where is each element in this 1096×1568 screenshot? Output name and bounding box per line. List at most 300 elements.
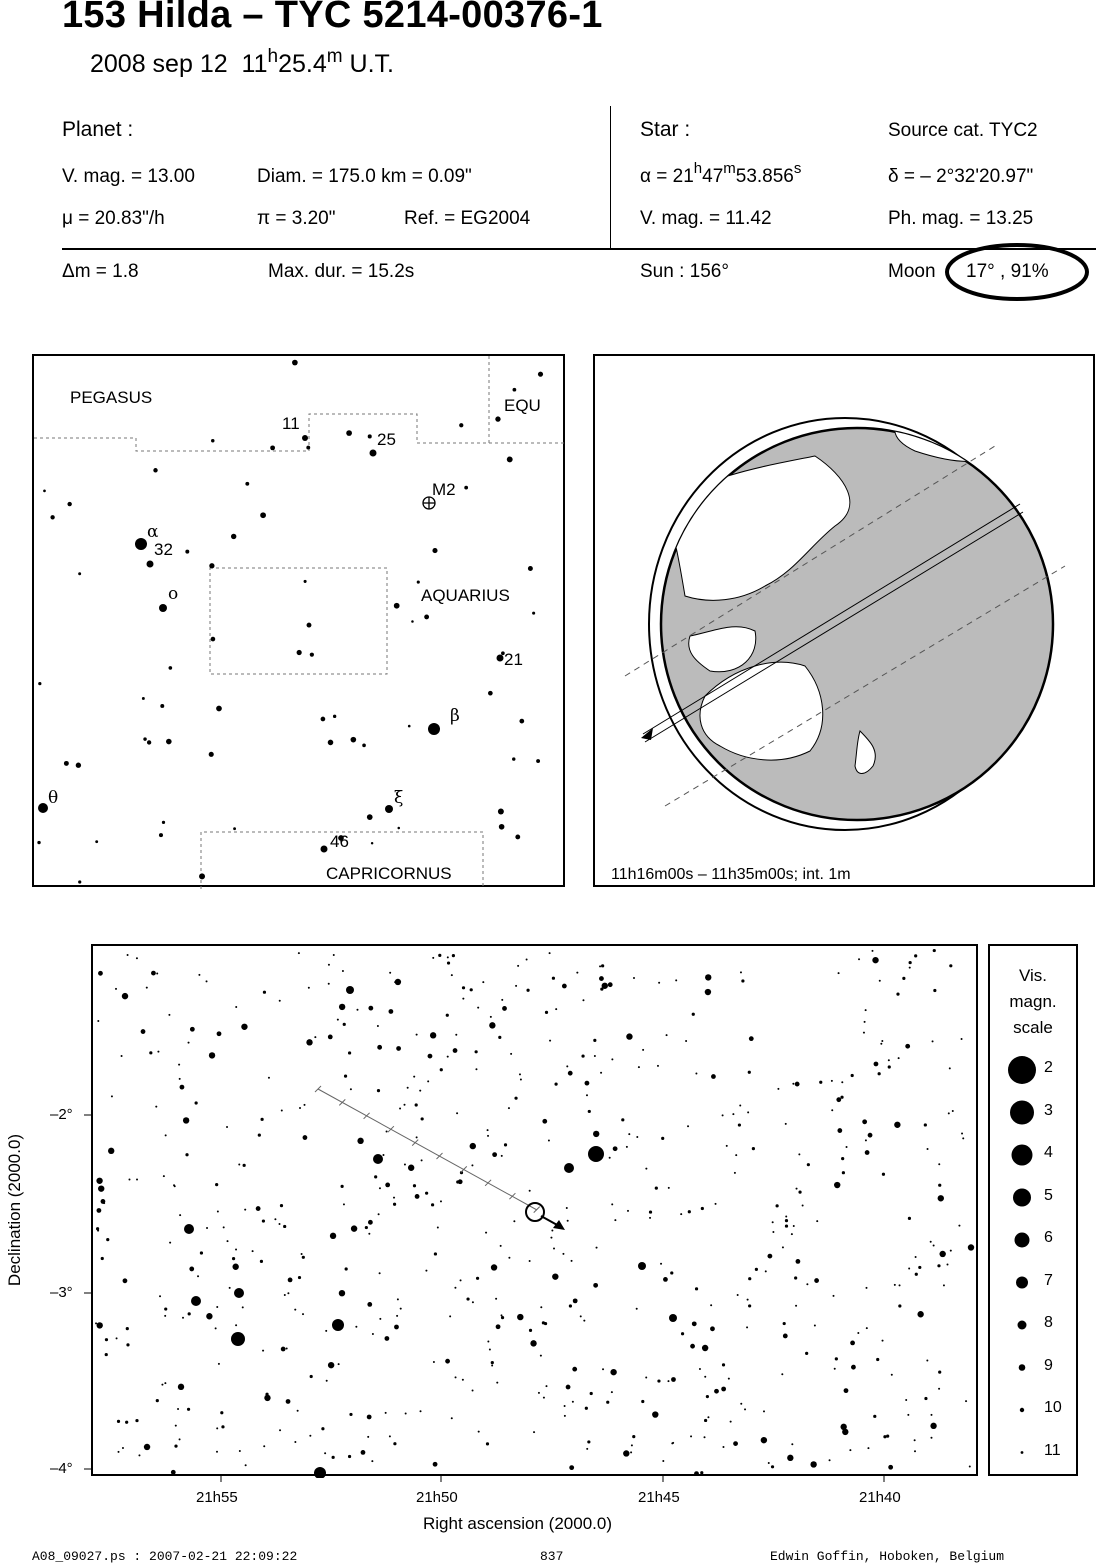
field-star <box>962 1137 964 1139</box>
field-star <box>795 1305 797 1307</box>
field-star <box>763 1410 765 1412</box>
field-star <box>552 977 555 980</box>
field-star <box>816 1220 818 1222</box>
field-star <box>876 1358 879 1361</box>
star-declination: δ = – 2°32'20.97" <box>888 166 1034 187</box>
field-star <box>662 1460 664 1462</box>
field-star <box>715 1203 717 1205</box>
finder-star <box>147 561 154 568</box>
field-star <box>178 1384 184 1390</box>
field-star <box>431 1203 434 1206</box>
field-star <box>223 1226 225 1228</box>
info-divider-vertical <box>610 106 611 248</box>
field-star <box>807 1163 810 1166</box>
star-label-omicron: ο <box>168 584 179 604</box>
field-star <box>243 1164 246 1167</box>
constellation-pegasus: PEGASUS <box>70 388 153 407</box>
field-star <box>342 970 344 972</box>
field-star <box>831 1109 833 1111</box>
field-star <box>258 1134 261 1137</box>
finder-star <box>292 360 298 366</box>
field-star <box>447 1056 449 1058</box>
finder-star <box>464 486 468 490</box>
finder-star <box>37 841 40 844</box>
field-star <box>702 1345 708 1351</box>
field-star <box>191 1296 201 1306</box>
field-star <box>747 1299 749 1301</box>
field-star <box>195 1101 198 1104</box>
field-star <box>174 1444 177 1447</box>
field-star <box>367 1415 372 1420</box>
field-star <box>379 1318 381 1320</box>
field-star <box>840 1096 843 1099</box>
field-star <box>408 1165 414 1171</box>
field-star <box>785 1219 788 1222</box>
field-star <box>432 957 434 959</box>
field-star <box>161 1384 163 1386</box>
field-star <box>244 1209 246 1211</box>
field-star <box>97 1020 99 1022</box>
field-star <box>343 1203 345 1205</box>
field-star <box>281 1347 286 1352</box>
field-star <box>968 1244 974 1250</box>
field-star <box>496 1324 501 1329</box>
field-star <box>478 1431 480 1433</box>
field-star <box>324 1452 326 1454</box>
max-duration: Max. dur. = 15.2s <box>268 261 415 282</box>
field-star <box>949 964 952 967</box>
earth-visibility-map <box>593 354 1095 887</box>
field-star <box>846 1146 848 1148</box>
field-star <box>221 1425 224 1428</box>
planet-parallax: π = 3.20" <box>257 208 336 229</box>
field-star <box>496 1382 498 1384</box>
field-star <box>197 1275 199 1277</box>
legend-dot-mag-3 <box>1010 1101 1034 1125</box>
field-star <box>852 1365 855 1368</box>
field-star <box>883 1435 886 1438</box>
field-star <box>631 1444 633 1446</box>
field-star <box>608 982 613 987</box>
field-star <box>482 981 484 983</box>
field-star <box>969 1465 971 1467</box>
field-star <box>388 1009 393 1014</box>
finder-star <box>370 450 377 457</box>
xtick-21h50: 21h50 <box>416 1489 458 1506</box>
field-star <box>135 1419 138 1422</box>
field-star <box>930 1437 932 1439</box>
field-star <box>372 1333 374 1335</box>
field-star <box>882 1173 885 1176</box>
field-star <box>593 1039 596 1042</box>
field-star <box>217 1210 219 1212</box>
ra-hours: α = 21 <box>640 166 694 187</box>
field-star <box>343 1023 346 1026</box>
field-star <box>245 1464 247 1466</box>
field-star <box>710 1304 712 1306</box>
field-star <box>301 1253 303 1255</box>
field-star <box>303 1135 308 1140</box>
field-star <box>961 1133 963 1135</box>
legend-dot-mag-11 <box>1021 1451 1024 1454</box>
field-star <box>517 965 519 967</box>
field-star <box>416 1034 418 1036</box>
field-star <box>449 1315 451 1317</box>
field-star <box>455 1034 457 1036</box>
planet-heading: Planet : <box>62 118 134 141</box>
field-star <box>126 1327 129 1330</box>
star-label-46: 46 <box>330 832 349 851</box>
legend-label-mag-8: 8 <box>1044 1314 1053 1331</box>
field-star <box>529 1190 531 1192</box>
field-star <box>771 1465 774 1468</box>
field-star <box>785 1215 787 1217</box>
field-star <box>508 1257 510 1259</box>
field-star <box>888 1465 893 1470</box>
field-star <box>427 1080 429 1082</box>
field-star <box>669 1314 677 1322</box>
star-vmag: V. mag. = 11.42 <box>640 208 772 229</box>
info-divider-horizontal <box>62 248 1096 250</box>
field-star <box>338 1363 340 1365</box>
finder-star <box>78 880 81 883</box>
legend-title-line3: scale <box>1013 1018 1053 1037</box>
field-star <box>918 1266 921 1269</box>
finder-star <box>351 737 357 743</box>
finder-star <box>394 603 400 609</box>
field-star <box>862 1119 867 1124</box>
field-star <box>337 1019 339 1021</box>
field-star <box>421 1159 423 1161</box>
footer-author: Edwin Goffin, Hoboken, Belgium <box>770 1549 1005 1564</box>
finder-star <box>304 580 307 583</box>
field-star <box>491 1264 497 1270</box>
field-star <box>814 1278 819 1283</box>
field-star <box>580 1315 582 1317</box>
field-star <box>930 1414 932 1416</box>
star-heading: Star : <box>640 118 691 141</box>
field-star <box>232 1257 235 1260</box>
field-star <box>747 1111 749 1113</box>
field-star <box>326 1380 328 1382</box>
field-star <box>586 1448 588 1450</box>
field-star <box>795 1082 800 1087</box>
field-star <box>117 1420 120 1423</box>
planet-vmag: V. mag. = 13.00 <box>62 166 195 187</box>
field-star <box>304 1104 306 1106</box>
field-star <box>657 1379 660 1382</box>
field-star <box>761 1437 767 1443</box>
field-star <box>551 1230 553 1232</box>
field-star <box>806 1283 808 1285</box>
field-star <box>572 1401 574 1403</box>
legend-dot-mag-7 <box>1016 1277 1028 1289</box>
x-axis-label: Right ascension (2000.0) <box>423 1514 613 1533</box>
finder-star <box>216 706 222 712</box>
field-star <box>894 1284 896 1286</box>
field-star <box>149 1051 152 1054</box>
field-star <box>413 1184 416 1187</box>
field-star <box>164 1315 166 1317</box>
field-star <box>896 993 899 996</box>
field-star <box>138 1454 140 1456</box>
field-star <box>748 1277 751 1280</box>
field-star <box>178 1064 180 1066</box>
field-star <box>198 974 200 976</box>
legend-dot-mag-10 <box>1020 1408 1024 1412</box>
field-star <box>649 1210 652 1213</box>
finder-star <box>209 563 214 568</box>
field-star <box>385 1182 390 1187</box>
field-star <box>286 1348 288 1350</box>
field-star <box>302 1256 305 1259</box>
finder-star <box>302 435 308 441</box>
event-date: 2008 sep 12 <box>90 50 228 78</box>
field-star <box>440 1068 443 1071</box>
field-star <box>667 1380 669 1382</box>
field-star <box>802 1204 804 1206</box>
field-star <box>937 1264 940 1267</box>
field-star <box>513 1220 515 1222</box>
finder-star <box>211 439 214 442</box>
field-star <box>600 1072 602 1074</box>
field-star <box>325 1330 327 1332</box>
field-star <box>767 1254 772 1259</box>
field-star <box>613 1146 618 1151</box>
field-star <box>159 1295 161 1297</box>
track-tick <box>388 1126 394 1132</box>
field-star <box>226 1126 228 1128</box>
legend-label-mag-9: 9 <box>1044 1356 1053 1374</box>
field-star <box>894 1122 900 1128</box>
field-star <box>533 1431 535 1433</box>
field-star <box>123 1278 128 1283</box>
field-star <box>206 980 208 982</box>
field-star <box>175 1425 177 1427</box>
field-star <box>220 1411 223 1414</box>
field-star <box>623 1450 629 1456</box>
field-star <box>583 1320 585 1322</box>
finder-star <box>43 490 46 493</box>
field-star <box>519 1073 521 1075</box>
field-star <box>377 1025 379 1027</box>
ra-minutes: 47 <box>702 166 724 187</box>
field-star <box>274 1218 276 1220</box>
field-star <box>748 1304 751 1307</box>
field-star <box>540 1355 542 1357</box>
finder-chart-canvas <box>34 356 567 889</box>
finder-star <box>321 717 326 722</box>
field-star <box>530 1340 536 1346</box>
field-star <box>636 1308 638 1310</box>
field-star <box>286 1399 291 1404</box>
field-star <box>122 993 128 999</box>
field-star <box>111 1095 113 1097</box>
field-star <box>306 1039 312 1045</box>
field-star <box>738 1123 741 1126</box>
legend-label-mag-3: 3 <box>1044 1101 1053 1119</box>
field-star <box>865 1139 867 1141</box>
field-star <box>878 1072 881 1075</box>
field-star <box>658 982 660 984</box>
finder-star <box>143 737 146 740</box>
field-star <box>793 1225 795 1227</box>
field-star <box>705 989 711 995</box>
field-star <box>231 1332 245 1346</box>
field-star <box>218 1363 220 1365</box>
field-star <box>872 957 878 963</box>
field-star <box>127 954 129 956</box>
star-label-32: 32 <box>154 540 173 559</box>
field-star <box>704 1436 706 1438</box>
field-star <box>865 1150 870 1155</box>
field-star <box>569 1304 572 1307</box>
finder-star <box>260 512 266 518</box>
finder-star <box>159 604 167 612</box>
field-star <box>128 1179 130 1181</box>
field-star <box>510 1053 512 1055</box>
finder-chart <box>32 354 565 887</box>
field-star <box>642 1049 644 1051</box>
field-star <box>298 1276 301 1279</box>
field-star <box>238 1163 240 1165</box>
field-star <box>704 1376 706 1378</box>
field-star <box>459 1179 461 1181</box>
field-star <box>671 1377 676 1382</box>
field-star <box>235 1249 237 1251</box>
field-star <box>932 1040 934 1042</box>
field-star <box>782 1246 784 1248</box>
track-tick <box>485 1180 491 1186</box>
field-star <box>298 952 300 954</box>
field-star <box>564 1415 566 1417</box>
field-star <box>260 1260 263 1263</box>
field-star <box>765 1270 767 1272</box>
field-star <box>416 1136 418 1138</box>
field-star <box>472 1389 474 1391</box>
field-star <box>350 1088 352 1090</box>
moon-value: 17° , 91% <box>966 261 1049 282</box>
star-source-catalog: Source cat. TYC2 <box>888 120 1038 141</box>
field-star <box>156 973 158 975</box>
field-star <box>939 1251 945 1257</box>
field-star <box>421 1117 424 1120</box>
field-star <box>796 1259 801 1264</box>
field-star <box>379 1272 381 1274</box>
field-star <box>898 1057 900 1059</box>
field-star <box>858 958 860 960</box>
field-star <box>157 1051 159 1053</box>
field-star <box>97 1322 103 1328</box>
field-star <box>179 1438 181 1440</box>
field-star <box>190 1027 195 1032</box>
field-star <box>413 1076 415 1078</box>
field-star <box>486 1442 489 1445</box>
field-star <box>609 1157 611 1159</box>
finder-star <box>166 739 172 745</box>
detail-star-chart <box>91 944 978 1476</box>
field-star <box>108 1148 114 1154</box>
field-star <box>688 1210 691 1213</box>
field-star <box>209 1052 215 1058</box>
finder-star <box>538 372 543 377</box>
field-star <box>262 1219 265 1222</box>
field-star <box>189 1267 194 1272</box>
field-star <box>332 1319 344 1331</box>
field-star <box>229 1287 231 1289</box>
legend-dot-mag-8 <box>1018 1321 1027 1330</box>
field-star <box>638 1262 646 1270</box>
motion-arrow-icon <box>641 728 653 740</box>
field-star <box>542 1321 545 1324</box>
field-star <box>171 1470 176 1475</box>
field-star <box>384 1336 389 1341</box>
field-star <box>146 987 148 989</box>
field-star <box>930 1423 936 1429</box>
finder-star <box>233 827 236 830</box>
field-star <box>309 1435 311 1437</box>
field-star <box>841 1081 843 1083</box>
field-star <box>690 1344 695 1349</box>
legend-title-line1: Vis. <box>1018 966 1048 985</box>
field-star <box>564 1405 566 1407</box>
finder-star <box>199 873 205 879</box>
field-star <box>330 1233 336 1239</box>
field-star <box>938 1195 944 1201</box>
field-star <box>185 1153 188 1156</box>
legend-label-mag-10: 10 <box>1044 1399 1062 1416</box>
field-star <box>328 964 330 966</box>
field-star <box>705 974 711 980</box>
field-star <box>456 1112 458 1114</box>
field-star <box>549 952 551 954</box>
field-star <box>552 1273 558 1279</box>
field-star <box>234 1288 244 1298</box>
finder-star <box>513 388 517 392</box>
field-star <box>365 1226 368 1229</box>
field-star <box>950 1250 952 1252</box>
field-star <box>907 1414 909 1416</box>
field-star <box>98 971 103 976</box>
field-star <box>348 1051 351 1054</box>
field-star <box>785 1123 787 1125</box>
field-star <box>652 1411 658 1417</box>
field-star <box>367 1302 372 1307</box>
field-star <box>649 1217 651 1219</box>
field-star <box>836 1097 841 1102</box>
field-star <box>487 1129 489 1131</box>
field-star <box>645 1168 647 1170</box>
field-star <box>588 1110 591 1113</box>
finder-star <box>424 614 429 619</box>
field-star <box>430 1032 436 1038</box>
field-star <box>670 1271 673 1274</box>
field-star <box>554 1083 557 1086</box>
field-star <box>733 1441 738 1446</box>
field-star <box>393 1203 396 1206</box>
field-star <box>187 1408 190 1411</box>
field-star <box>572 1367 577 1372</box>
field-star <box>348 1455 351 1458</box>
finder-star <box>297 650 302 655</box>
field-star <box>632 1435 635 1438</box>
field-star <box>415 1194 420 1199</box>
page-title: 153 Hilda – TYC 5214-00376-1 <box>62 0 603 36</box>
field-star <box>701 1207 704 1210</box>
finder-star <box>515 835 520 840</box>
field-star <box>232 1264 238 1270</box>
field-star <box>587 1440 590 1443</box>
